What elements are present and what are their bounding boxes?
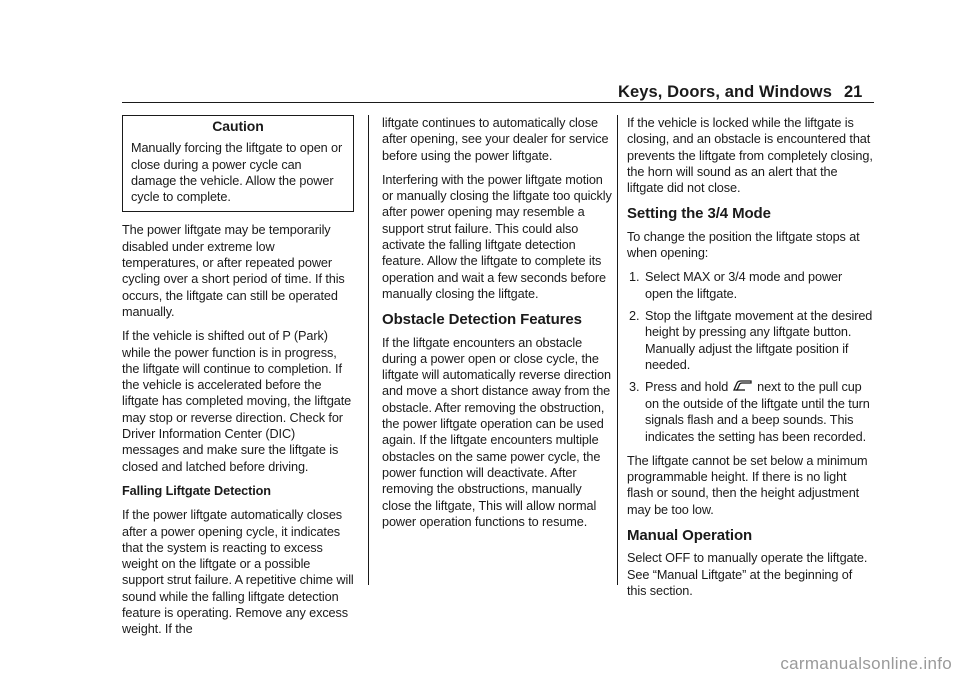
column-left (122, 115, 354, 646)
paragraph: liftgate continues to automatically close after opening, see your dealer for service before using the power liftgate. (382, 116, 609, 163)
page-header: Keys, Doors, and Windows 21 (0, 0, 960, 104)
list-item (627, 308, 873, 373)
paragraph: Select OFF to manually operate the liftgate. See “Manual Liftgate” at the beginning of this section. (627, 551, 868, 598)
paragraph: If the vehicle is locked while the liftgate is closing, and an obstacle is encountered that prevents the liftgate from completely closing, the horn will sound as an alert that the liftgate did not close. (627, 116, 873, 196)
caution-box (122, 115, 354, 212)
steps-list (627, 269, 873, 444)
list-item (627, 379, 873, 445)
paragraph: If the power liftgate automatically closes after a power opening cycle, it indicates that the system is reacting to excess weight on the liftgate or a possible support strut failure. A repetitive chime will sound while the falling liftgate detection feature is operating. Remove any excess weight. If the (122, 508, 354, 637)
liftgate-button-icon (733, 380, 753, 396)
step-text: next to the pull cup on the outside of the liftgate until the turn signals flash and a beep sounds. This indicates the setting has been recorded. (645, 380, 870, 444)
header-rule (122, 102, 874, 103)
caution-title: Caution (212, 118, 264, 134)
paragraph: To change the position the liftgate stops at when opening: (627, 229, 860, 261)
subheading-falling-liftgate: Falling Liftgate Detection (122, 483, 271, 498)
step-text: Select MAX or 3/4 mode and power open the liftgate. (645, 270, 843, 301)
step-text: Stop the liftgate movement at the desired height by pressing any liftgate button. Manually adjust the liftgate position if needed. (645, 308, 873, 372)
column-right (627, 115, 873, 607)
paragraph: The liftgate cannot be set below a minimum programmable height. If there is no light flash or sound, then the height adjustment may be too low. (627, 453, 868, 517)
heading-setting-mode: Setting the 3/4 Mode (627, 205, 771, 223)
step-number: 3. (629, 380, 640, 395)
paragraph: Interfering with the power liftgate motion or manually closing the liftgate too quickly after power opening may resemble a support strut failure. This could also activate the falling liftgate detection feature. Allow the liftgate to complete its operation and wait a few seconds before manually closing the liftgate. (382, 172, 612, 301)
column-divider (368, 115, 369, 585)
step-number: 2. (629, 308, 640, 323)
step-number: 1. (629, 270, 640, 285)
paragraph: If the vehicle is shifted out of P (Park) while the power function is in progress, the liftgate will continue to completion. If the vehicle is accelerated before the liftgate has completed moving, the liftgate may stop or reverse direction. Check for Driver Information Center (DIC) messages and make sure the liftgate is closed and latched before driving. (122, 329, 352, 474)
section-title: Keys, Doors, and Windows (617, 83, 832, 101)
list-item (627, 269, 873, 302)
paragraph: The power liftgate may be temporarily disabled under extreme low temperatures, or after repeated power cycling over a short period of time. If this occurs, the liftgate can still be operated manually. (122, 223, 345, 319)
paragraph: If the liftgate encounters an obstacle during a power open or close cycle, the liftgate will automatically reverse direction and move a short distance away from the obstacle. After removing the obstruction, the power liftgate operation can be used again. If the liftgate encounters multiple obstacles on the same power cycle, the power function will deactivate. After removing the obstructions, manually close the liftgate, This will allow normal power operation functions to resume. (382, 335, 611, 529)
watermark: carmanualsonline.info (780, 654, 952, 673)
caution-text: Manually forcing the liftgate to open or close during a power cycle can damage the vehicle. Allow the power cycle to complete. (131, 141, 343, 205)
step-text: Press and hold (645, 380, 729, 395)
heading-obstacle-detection: Obstacle Detection Features (382, 311, 582, 329)
column-divider (617, 115, 618, 585)
column-middle (382, 115, 613, 538)
heading-manual-operation: Manual Operation (627, 527, 753, 545)
